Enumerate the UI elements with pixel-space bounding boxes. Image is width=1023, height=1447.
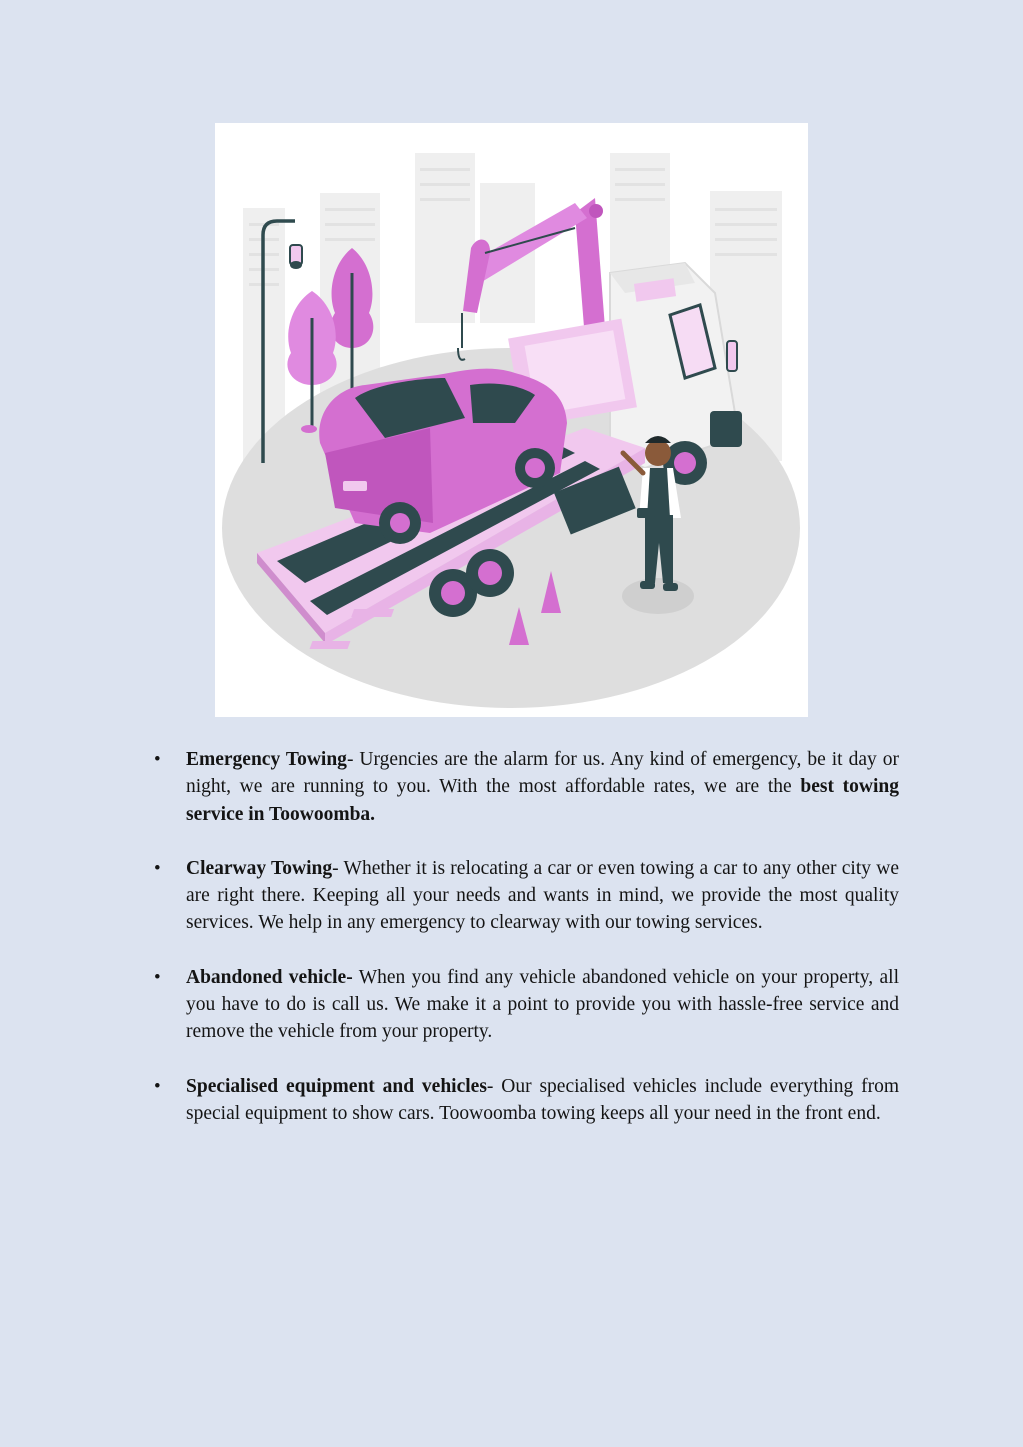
bullet: • — [154, 857, 161, 879]
service-description: - Our specialised vehicles include everything from special equipment to show cars. Toowoomba towing keeps all your need in the front end. — [186, 1075, 899, 1124]
tow-truck-illustration — [215, 123, 808, 717]
service-description: - Urgencies are the alarm for us. Any kind of emergency, be it day or night, we are running to you. With the most affordable rates, we are the — [186, 749, 899, 798]
service-highlight: best towing service in Toowoomba. — [186, 776, 900, 825]
service-title: Abandoned vehicle- — [186, 966, 353, 988]
service-item-emergency-towing — [146, 746, 899, 828]
service-title: Specialised equipment and vehicles — [186, 1075, 487, 1097]
bullet: • — [154, 966, 161, 988]
service-item-clearway-towing — [146, 855, 899, 937]
service-title: Clearway Towing — [186, 857, 333, 879]
services-list — [146, 746, 899, 1154]
service-description: - Whether it is relocating a car or even towing a car to any other city we are right there. Keeping all your needs and wants in mind, we provide the most quality services. We help in any emergency to clearway with our towing services. — [186, 857, 899, 934]
bullet: • — [154, 749, 161, 770]
service-description: When you find any vehicle abandoned vehicle on your property, all you have to do is call us. We make it a point to provide you with hassle-free service and remove the vehicle from your property. — [186, 966, 899, 1043]
service-title: Emergency Towing — [186, 749, 347, 770]
service-item-abandoned-vehicle — [146, 964, 899, 1046]
illustration-canvas — [215, 123, 808, 717]
service-item-specialised-equipment — [146, 1073, 899, 1128]
bullet: • — [154, 1075, 161, 1097]
